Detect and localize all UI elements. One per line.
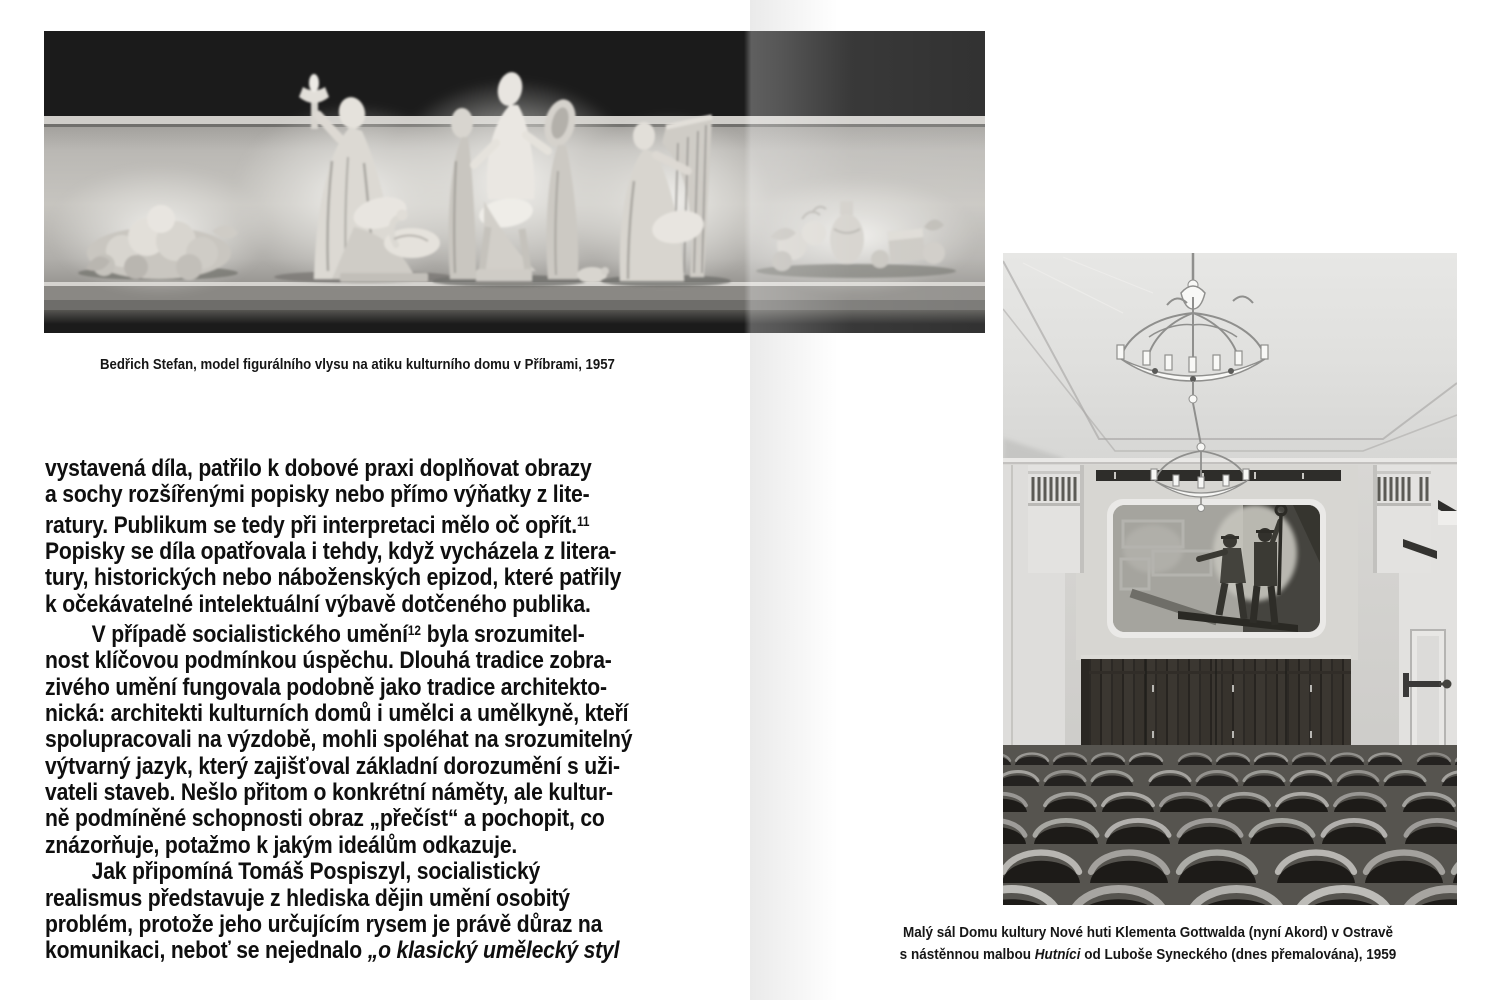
text-run: nost klíčovou podmínkou úspěchu. Dlouhá tradice zobra- [45, 647, 612, 675]
text-run: problém, protože jeho určujícím rysem je právě důraz na [45, 910, 603, 938]
text-line [45, 859, 632, 885]
text-line [45, 675, 632, 701]
text-run: tury, historických nebo náboženských epizod, které patřily [45, 564, 622, 592]
hall-caption-line1: Malý sál Domu kultury Nové huti Klementa Gottwalda (nyní Akord) v Ostravě [902, 924, 1394, 941]
body-text-block [45, 456, 632, 965]
hall-caption-line2-pre: s nástěnnou malbou [899, 946, 1035, 963]
frieze-photo [44, 31, 985, 333]
text-line [45, 509, 632, 539]
frieze-caption: Bedřich Stefan, model figurálního vlysu na atiku kulturního domu v Příbrami, 1957 [100, 356, 615, 373]
text-run: a sochy rozšířenými popisky nebo přímo výňatky z lite- [45, 481, 590, 509]
text-run: vystavená díla, patřilo k dobové praxi doplňovat obrazy [45, 455, 592, 482]
footnote-marker: 11 [576, 513, 590, 529]
text-run: ratury. Publikum se tedy při interpretaci mělo oč opřít. [45, 511, 577, 539]
hall-caption-mural-title: Hutníci [1034, 946, 1081, 963]
text-run: znázorňuje, potažmo k jakým ideálům odkazuje. [45, 831, 518, 859]
text-line [45, 618, 632, 648]
text-line [45, 648, 632, 674]
wall-slot-strip [1096, 470, 1341, 481]
text-line [45, 701, 632, 727]
text-run: výtvarný jazyk, který zajišťoval základní dorozumění s uži- [45, 752, 620, 780]
text-line [45, 912, 632, 938]
text-line [45, 482, 632, 508]
text-line [45, 754, 632, 780]
hall-caption [853, 922, 1443, 966]
text-run: realismus představuje z hlediska dějin umění osobitý [45, 884, 570, 912]
text-run: V případě socialistického umění [91, 621, 408, 649]
text-line [45, 592, 632, 618]
hall-photo [1003, 253, 1457, 905]
text-run: spolupracovali na výzdobě, mohli spoléhat na srozumitelný [45, 726, 633, 754]
text-line [45, 539, 632, 565]
footnote-marker: 12 [407, 623, 422, 639]
text-run: Jak připomíná Tomáš Pospiszyl, socialistický [91, 858, 541, 886]
frieze-photo-art [44, 31, 985, 333]
text-line [45, 780, 632, 806]
text-line [45, 938, 632, 964]
fold-light-wash [744, 31, 985, 333]
hall-caption-line2-post: od Luboše Syneckého (dnes přemalována), 1959 [1080, 946, 1397, 963]
hall-caption-line2 [853, 944, 1443, 966]
text-run: zivého umění fungovala podobně jako tradice architekto- [45, 673, 607, 701]
pilaster-left [1028, 465, 1084, 573]
text-line [45, 727, 632, 753]
text-line [45, 456, 632, 482]
hall-photo-art [1003, 253, 1457, 905]
text-run: byla srozumitel- [421, 621, 585, 649]
text-run: k očekávatelné intelektuální výbavě dotčeného publika. [45, 590, 591, 618]
italic-quote: „o klasický umělecký styl [367, 937, 620, 965]
text-run: ně podmíněné schopnosti obraz „přečíst“ a pochopit, co [45, 805, 605, 833]
text-line [45, 806, 632, 832]
text-run: vateli staveb. Nešlo přitom o konkrétní náměty, ale kultur- [45, 779, 613, 807]
text-line [45, 833, 632, 859]
text-line [45, 565, 632, 591]
text-run: Popisky se díla opatřovala i tehdy, když vycházela z litera- [45, 538, 617, 566]
text-line [45, 886, 632, 912]
wall-mural [1107, 499, 1326, 638]
pilaster-right [1373, 465, 1431, 573]
audience-chairs [1003, 745, 1457, 905]
text-run: nická: architekti kulturních domů i umělci a umělkyně, kteří [45, 700, 629, 728]
text-run: komunikaci, neboť se nejednalo [45, 937, 368, 965]
